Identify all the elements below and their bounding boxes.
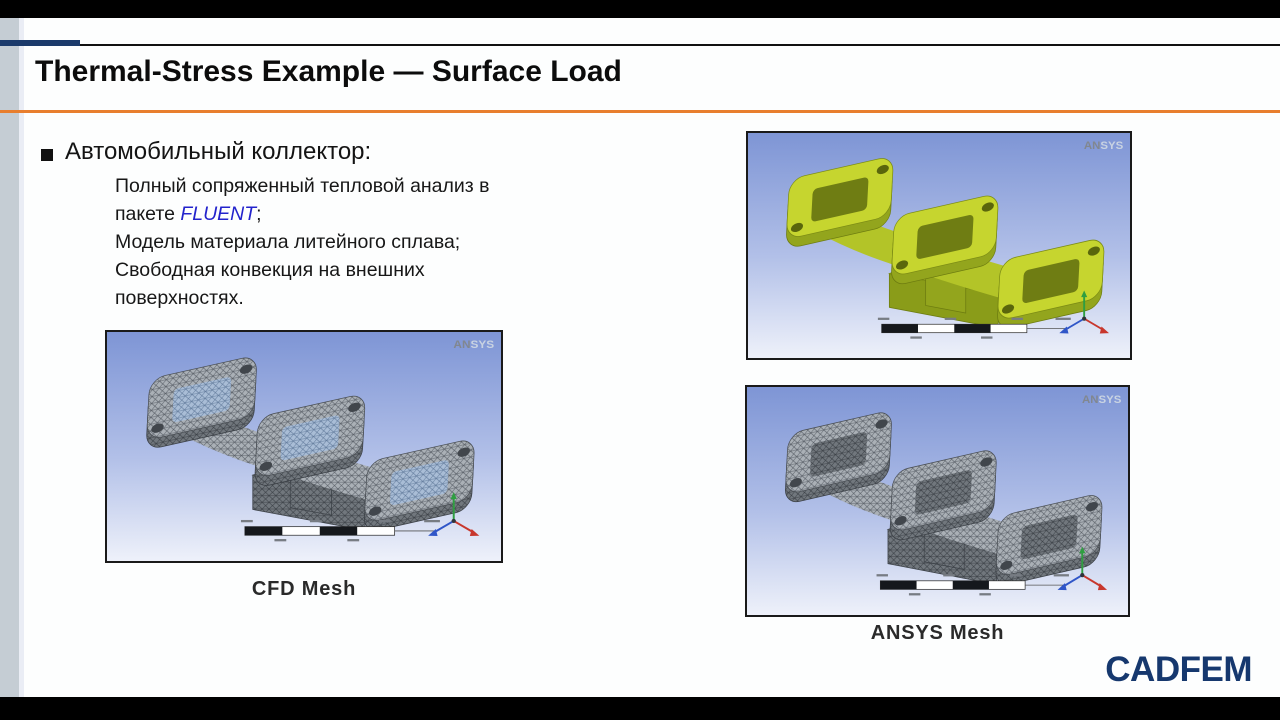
ansys-watermark: ANSYS bbox=[453, 338, 495, 352]
body-line-5: поверхностях. bbox=[115, 287, 244, 309]
bullet-heading: Автомобильный коллектор: bbox=[65, 138, 372, 165]
page-title: Thermal-Stress Example — Surface Load bbox=[35, 55, 622, 88]
ansys-watermark: ANSYS bbox=[1081, 394, 1122, 407]
ansys-watermark: ANSYS bbox=[1083, 140, 1124, 152]
body-line-1: Полный сопряженный тепловой анализ в bbox=[115, 175, 490, 197]
ansys-mesh-figure bbox=[745, 385, 1130, 617]
ansys-mesh-caption: ANSYS Mesh bbox=[870, 622, 1005, 644]
navy-accent-bar bbox=[0, 40, 80, 46]
body-line-2-prefix: пакете bbox=[115, 203, 181, 225]
letterbox-top bbox=[0, 0, 1280, 18]
title-underline bbox=[0, 110, 1280, 113]
body-text bbox=[115, 172, 705, 312]
cfd-mesh-caption: CFD Mesh bbox=[251, 578, 357, 600]
cadfem-logo: CADFEM bbox=[1105, 650, 1252, 689]
cfd-mesh-figure bbox=[105, 330, 503, 563]
geometry-figure bbox=[746, 131, 1132, 360]
slide-edge-strip bbox=[0, 18, 19, 697]
bullet-square-icon bbox=[41, 149, 53, 161]
body-line-2-suffix: ; bbox=[256, 203, 262, 225]
slide-edge-strip-highlight bbox=[19, 18, 24, 697]
body-line-2 bbox=[115, 200, 705, 228]
body-line-3: Модель материала литейного сплава; bbox=[115, 231, 461, 253]
header-rule bbox=[0, 44, 1280, 46]
letterbox-bottom bbox=[0, 697, 1280, 720]
fluent-product-name: FLUENT bbox=[180, 203, 257, 225]
body-line-4: Свободная конвекция на внешних bbox=[115, 259, 425, 281]
